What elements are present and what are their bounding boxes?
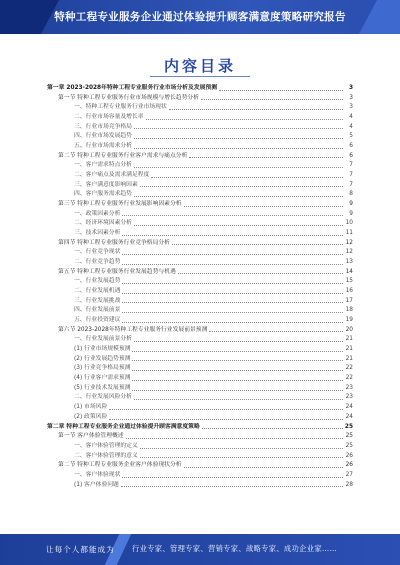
toc-entry[interactable] (47, 442, 353, 452)
toc-dot-leader (169, 109, 343, 110)
toc-entry[interactable] (47, 171, 353, 181)
toc-dot-leader (209, 331, 343, 332)
toc-entry-page: 7 (349, 162, 353, 169)
toc-dot-leader (140, 186, 343, 187)
toc-dot-leader (109, 419, 343, 420)
toc-entry[interactable] (47, 297, 353, 307)
toc-entry-label: 四、行业发展前景 (74, 307, 121, 314)
toc-dot-leader (132, 380, 343, 381)
toc-entry-page: 14 (345, 268, 353, 275)
toc-entry-label: 五、行业投资建议 (74, 317, 121, 324)
toc-entry[interactable] (47, 190, 353, 200)
toc-dot-leader (201, 99, 343, 100)
toc-entry-label: 第二节 特种工程专业服务行业客户需求与痛点分析 (58, 152, 188, 159)
toc-entry[interactable] (47, 364, 353, 374)
toc-entry-page: 18 (345, 307, 353, 314)
toc-entry[interactable] (47, 326, 353, 336)
toc-dot-leader (134, 225, 343, 226)
toc-entry-label: (1) 客户体验问题 (74, 481, 119, 488)
toc-entry-label: 三、行业市场竞争格局 (74, 123, 132, 130)
table-of-contents (47, 84, 353, 490)
toc-dot-leader (122, 264, 343, 265)
toc-entry-page: 21 (345, 336, 353, 343)
toc-dot-leader (140, 457, 343, 458)
report-title: 特种工程专业服务企业通过体验提升顾客满意度策略研究报告 (54, 11, 346, 23)
toc-entry[interactable] (47, 210, 353, 220)
toc-entry[interactable] (47, 413, 353, 423)
toc-entry-label: 一、客户需求特点分析 (74, 162, 132, 169)
toc-entry[interactable] (47, 200, 353, 210)
toc-entry[interactable] (47, 181, 353, 191)
toc-entry-page: 7 (349, 172, 353, 179)
toc-entry-page: 24 (345, 413, 353, 420)
toc-dot-leader (151, 177, 343, 178)
toc-entry[interactable] (47, 316, 353, 326)
toc-entry[interactable] (47, 94, 353, 104)
toc-dot-leader (134, 167, 343, 168)
toc-dot-leader (121, 486, 343, 487)
footer-slogan-right: 行业专家、管理专家、营销专家、战略专家、成功企业家…… (132, 544, 338, 553)
toc-dot-leader (172, 244, 343, 245)
toc-entry-page: 23 (345, 394, 353, 401)
toc-entry-page: 6 (349, 152, 353, 159)
toc-title-underline (150, 76, 250, 77)
toc-dot-leader (202, 428, 343, 429)
toc-dot-leader (184, 467, 343, 468)
toc-dot-leader (189, 157, 343, 158)
toc-entry-page: 19 (345, 317, 353, 324)
toc-entry-page: 15 (345, 278, 353, 285)
toc-entry-page: 22 (345, 375, 353, 382)
toc-entry-label: (1) 行业市场规模预测 (74, 346, 131, 353)
toc-dot-leader (132, 351, 343, 352)
toc-entry-label: 四、行业市场发展趋势 (74, 133, 132, 140)
toc-entry[interactable] (47, 384, 353, 394)
toc-entry-label: 第五节 特种工程专业服务行业发展趋势与机遇 (58, 268, 176, 275)
toc-entry-label: 二、行业发展机遇 (74, 288, 121, 295)
toc-entry-page: 11 (345, 230, 353, 237)
toc-dot-leader (122, 215, 343, 216)
toc-entry-label: 第二章 特种工程专业服务企业通过体验提升顾客满意度策略 (47, 423, 200, 430)
toc-entry[interactable] (47, 161, 353, 171)
toc-entry[interactable] (47, 355, 353, 365)
toc-entry[interactable] (47, 258, 353, 268)
toc-entry[interactable] (47, 374, 353, 384)
toc-dot-leader (126, 438, 343, 439)
toc-entry-page: 22 (345, 365, 353, 372)
toc-entry-label: 一、行业发展趋势 (74, 278, 121, 285)
toc-entry[interactable] (47, 423, 353, 433)
footer-slogan-left: 让每个人都能成为 (46, 545, 115, 554)
toc-entry[interactable] (47, 394, 353, 404)
toc-entry[interactable] (47, 152, 353, 162)
toc-entry-page: 25 (344, 423, 353, 430)
toc-dot-leader (184, 206, 343, 207)
toc-entry-label: 第一节 特种工程专业服务行业市场规模与增长趋势分析 (58, 94, 199, 101)
toc-entry[interactable] (47, 335, 353, 345)
toc-entry-page: 20 (345, 326, 353, 333)
toc-entry[interactable] (47, 229, 353, 239)
toc-entry-page: 6 (349, 143, 353, 150)
toc-entry-label: 二、行业市场容量及增长率 (74, 114, 144, 120)
toc-entry[interactable] (47, 432, 353, 442)
toc-entry[interactable] (47, 481, 353, 491)
toc-dot-leader (122, 302, 343, 303)
toc-entry-label: 一、特种工程专业服务行业市场现状 (74, 104, 167, 111)
toc-entry-label: 第三节 特种工程专业服务行业发展影响因素分析 (58, 201, 182, 208)
toc-title: 内容目录 (163, 57, 236, 75)
toc-dot-leader (134, 148, 343, 149)
toc-dot-leader (122, 254, 343, 255)
toc-entry-page: 10 (345, 220, 353, 227)
toc-entry-label: 第一节 客户体验管理概述 (58, 433, 124, 440)
toc-entry-label: 一、行业竞争现状 (74, 249, 121, 256)
toc-entry-page: 16 (345, 288, 353, 295)
toc-entry-page: 25 (345, 433, 353, 440)
toc-entry[interactable] (47, 103, 353, 113)
toc-entry[interactable] (47, 268, 353, 278)
toc-dot-leader (122, 283, 343, 284)
toc-entry-page: 9 (349, 210, 353, 217)
toc-entry-page: 12 (345, 249, 353, 256)
toc-entry-label: (2) 行业发展趋势预测 (74, 355, 131, 362)
toc-entry-page: 8 (349, 191, 353, 198)
toc-dot-leader (122, 312, 343, 313)
toc-entry-label: (4) 行业客户需求预测 (74, 375, 131, 382)
toc-dot-leader (109, 409, 343, 410)
toc-entry-label: 二、客户痛点及需求满足程度 (74, 172, 150, 179)
toc-entry[interactable] (47, 277, 353, 287)
toc-entry[interactable] (47, 239, 353, 249)
toc-entry-page: 23 (345, 384, 353, 391)
toc-entry[interactable] (47, 132, 353, 142)
toc-entry-page: 3 (349, 104, 353, 111)
toc-entry-label: 二、行业竞争趋势 (74, 259, 121, 266)
toc-dot-leader (219, 90, 343, 91)
toc-dot-leader (140, 448, 343, 449)
toc-dot-leader (122, 477, 343, 478)
toc-entry-page: 17 (345, 297, 353, 304)
toc-entry-page: 7 (349, 181, 353, 188)
toc-entry[interactable] (47, 461, 353, 471)
toc-entry-label: 第一章 2023-2028年特种工程专业服务行业市场分析及发展预测 (47, 84, 218, 91)
toc-entry[interactable] (47, 287, 353, 297)
toc-entry[interactable] (47, 403, 353, 413)
toc-entry[interactable] (47, 306, 353, 316)
toc-entry-label: 二、客户体验管理的意义 (74, 452, 138, 459)
toc-entry-label: 五、行业市场需求分析 (74, 143, 132, 150)
toc-entry-page: 28 (345, 481, 353, 488)
toc-entry-page: 9 (349, 201, 353, 208)
toc-dot-leader (122, 235, 343, 236)
toc-entry[interactable] (47, 84, 353, 94)
toc-dot-leader (134, 341, 343, 342)
toc-entry-page: 26 (345, 462, 353, 469)
toc-entry-label: (3) 行业竞争格局预测 (74, 365, 131, 372)
toc-entry[interactable] (47, 248, 353, 258)
toc-entry-label: 一、行业发展前景分析 (74, 336, 132, 343)
toc-entry[interactable] (47, 123, 353, 133)
toc-entry-page: 3 (348, 84, 353, 91)
toc-entry-page: 4 (349, 114, 353, 120)
toc-entry-label: 一、客户体验管理的定义 (74, 442, 138, 449)
toc-dot-leader (146, 119, 343, 120)
toc-entry-label: 第二节 特种工程专业服务企业客户体验现状分析 (58, 462, 182, 469)
toc-entry-page: 5 (349, 133, 353, 140)
footer-band (0, 534, 400, 565)
toc-entry-page: 12 (345, 239, 353, 246)
toc-entry[interactable] (47, 113, 353, 123)
toc-entry-label: 三、客户满意度影响因素 (74, 181, 138, 188)
toc-entry-label: 四、客户服务需求趋势 (74, 191, 132, 198)
toc-entry[interactable] (47, 452, 353, 462)
toc-entry-label: 三、技术因素分析 (74, 230, 121, 237)
toc-entry-label: 一、客户体验现状 (74, 471, 121, 478)
toc-dot-leader (134, 196, 343, 197)
toc-dot-leader (132, 370, 343, 371)
toc-entry-label: (5) 行业技术发展预测 (74, 384, 131, 391)
toc-entry-label: 三、行业发展挑战 (74, 297, 121, 304)
toc-entry-page: 13 (345, 259, 353, 266)
toc-entry-label: 二、经济环境因素分析 (74, 220, 132, 227)
toc-entry-label: 一、政策因素分析 (74, 210, 121, 217)
toc-dot-leader (132, 390, 343, 391)
toc-dot-leader (178, 273, 343, 274)
toc-entry[interactable] (47, 471, 353, 481)
header-band (0, 0, 400, 34)
toc-entry-label: (1) 市场风险 (74, 404, 108, 411)
toc-entry-page: 21 (345, 346, 353, 353)
toc-entry-label: 第六节 2023-2028年特种工程专业服务行业发展前景预测 (58, 326, 208, 333)
toc-entry-page: 4 (349, 123, 353, 130)
toc-entry[interactable] (47, 142, 353, 152)
toc-dot-leader (132, 360, 343, 361)
toc-entry[interactable] (47, 345, 353, 355)
toc-dot-leader (122, 293, 343, 294)
toc-entry-page: 26 (345, 452, 353, 459)
toc-entry-page: 3 (349, 94, 353, 101)
toc-entry-page: 27 (345, 471, 353, 478)
toc-dot-leader (134, 138, 343, 139)
toc-entry-page: 21 (345, 355, 353, 362)
toc-dot-leader (122, 322, 343, 323)
toc-dot-leader (134, 128, 343, 129)
toc-entry-page: 24 (345, 404, 353, 411)
toc-entry-label: 二、行业发展风险分析 (74, 394, 132, 401)
toc-entry[interactable] (47, 219, 353, 229)
toc-entry-label: (2) 政策风险 (74, 413, 108, 420)
toc-entry-label: 第四节 特种工程专业服务行业竞争格局分析 (58, 239, 170, 246)
toc-dot-leader (134, 399, 343, 400)
toc-entry-page: 25 (345, 442, 353, 449)
